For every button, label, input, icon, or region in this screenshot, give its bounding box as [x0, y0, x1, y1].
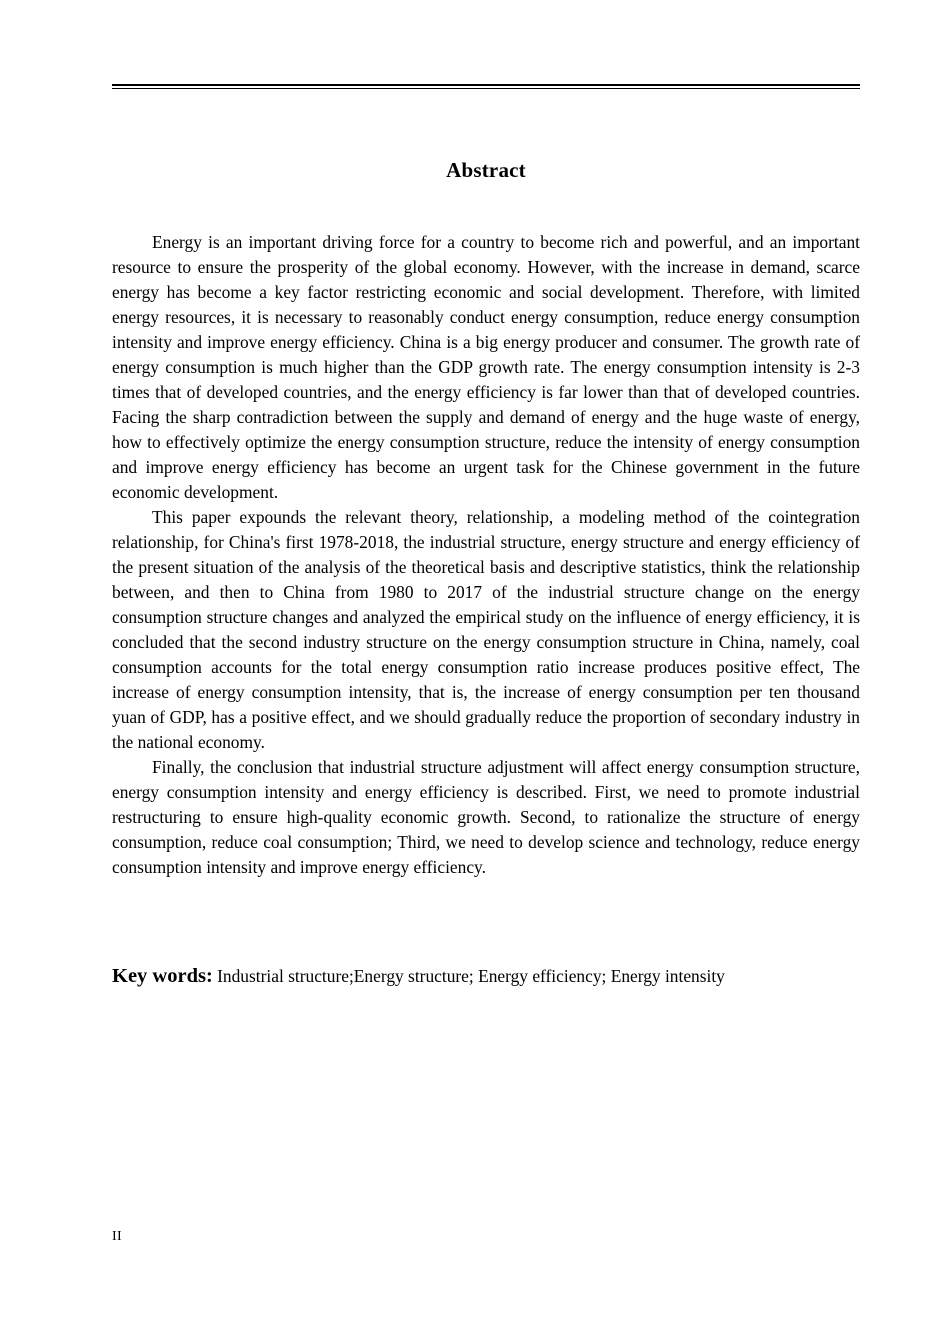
- paragraph-methodology: This paper expounds the relevant theory, relationship, a modeling method of the cointegration relationship, for China's first 1978-2018, the industrial structure, energy structure and energy efficiency of the present situation of the analysis of the theoretical basis and descriptive statistics, think the relationship between, and then to China from 1980 to 2017 of the industrial structure change on the energy consumption structure changes and analyzed the empirical study on the influence of energy efficiency, it is concluded that the second industry structure on the energy consumption structure in China, namely, coal consumption accounts for the total energy consumption ratio increase produces positive effect, The increase of energy consumption intensity, that is, the increase of energy consumption per ten thousand yuan of GDP, has a positive effect, and we should gradually reduce the proportion of secondary industry in the national economy.: [112, 507, 860, 752]
- paragraph-conclusion: Finally, the conclusion that industrial structure adjustment will affect energy consumption structure, energy consumption intensity and energy efficiency is described. First, we need to promote industrial restructuring to ensure high-quality economic growth. Second, to rationalize the structure of energy consumption, reduce coal consumption; Third, we need to develop science and technology, reduce energy consumption intensity and improve energy efficiency.: [112, 757, 860, 877]
- page-number: II: [112, 1229, 122, 1244]
- header-divider-thin-line: [112, 88, 860, 89]
- header-divider-thick-line: [112, 84, 860, 86]
- header-divider: [112, 84, 860, 89]
- keywords-values: Industrial structure;Energy structure; Energy efficiency; Energy intensity: [212, 966, 725, 986]
- abstract-body: [112, 230, 860, 880]
- paragraph-background: Energy is an important driving force for a country to become rich and powerful, and an important resource to ensure the prosperity of the global economy. However, with the increase in demand, scarce energy has become a key factor restricting economic and social development. Therefore, with limited energy resources, it is necessary to reasonably conduct energy consumption, reduce energy consumption intensity and improve energy efficiency. China is a big energy producer and consumer. The growth rate of energy consumption is much higher than the GDP growth rate. The energy consumption intensity is 2-3 times that of developed countries, and the energy efficiency is far lower than that of developed countries. Facing the sharp contradiction between the supply and demand of energy and the huge waste of energy, how to effectively optimize the energy consumption structure, reduce the intensity of energy consumption and improve energy efficiency has become an urgent task for the Chinese government in the future economic development.: [112, 232, 860, 502]
- keywords-label: Key words:: [112, 965, 213, 987]
- page-title: Abstract: [446, 158, 526, 182]
- keywords-line: [112, 963, 860, 990]
